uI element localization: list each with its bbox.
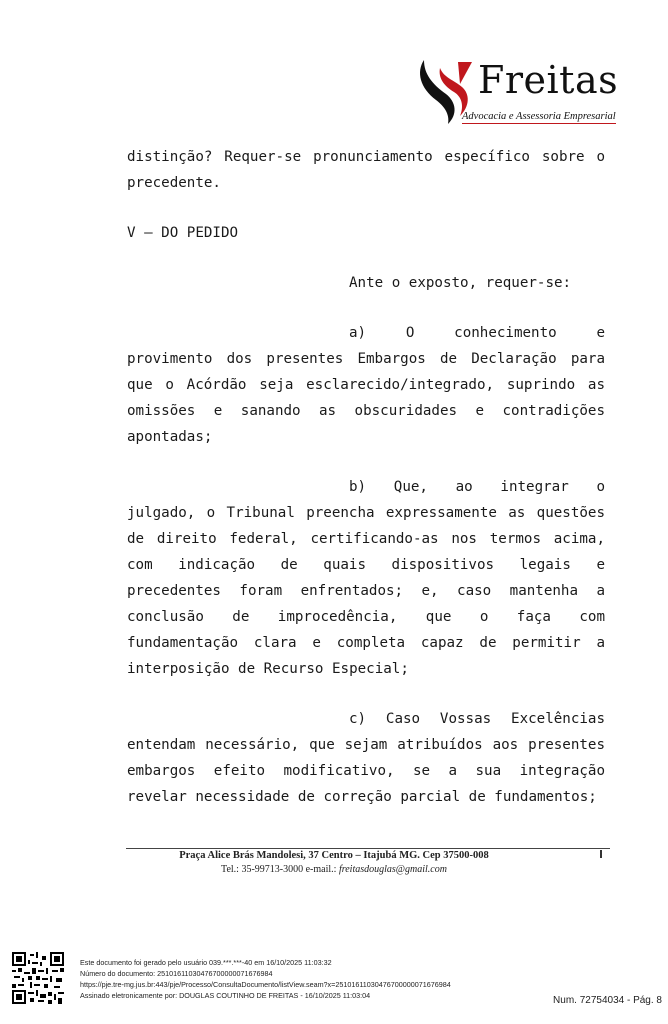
firm-logo [414, 54, 619, 130]
logo-name: Freitas [478, 58, 619, 102]
request-item-a: a) O conhecimento e provimento dos presentes Embargos de Declaração para que o Acórdão seja esclarecido/integrado, suprindo as omissões e sanando as obscuridades e contradições apontadas; [127, 325, 605, 445]
section-heading: V — DO PEDIDO [127, 225, 239, 241]
meta-generated-by: Este documento foi gerado pelo usuário 039.***.***-40 em 16/10/2025 11:03:32 [80, 958, 332, 967]
qr-code-icon [12, 952, 64, 1004]
logo-subtitle: Advocacia e Assessoria Empresarial [462, 111, 616, 122]
page-number: Num. 72754034 - Pág. 8 [553, 995, 662, 1006]
document-body [127, 144, 605, 810]
footer-address: Praça Alice Brás Mandolesi, 37 Centro – Itajubá MG. Cep 37500-008 [179, 850, 489, 861]
footer-divider [126, 848, 610, 849]
request-item-c: c) Caso Vossas Excelências entendam necessário, que sejam atribuídos aos presentes embargos efeito modificativo, se a sua integração revelar necessidade de correção parcial de fundamentos; [127, 711, 605, 805]
meta-url[interactable]: https://pje.tre-mg.jus.br:443/pje/Processo/ConsultaDocumento/listView.seam?x=25101611030476700000071676984 [80, 980, 451, 989]
meta-signature: Assinado eletronicamente por: DOUGLAS COUTINHO DE FREITAS - 16/10/2025 11:03:04 [80, 991, 371, 1000]
paragraph-continuation: distinção? Requer-se pronunciamento específico sobre o precedente. [127, 149, 605, 191]
footer-contact [0, 864, 668, 875]
request-intro: Ante o exposto, requer-se: [349, 275, 572, 291]
document-metadata [80, 957, 451, 1001]
request-item-b: b) Que, ao integrar o julgado, o Tribunal preencha expressamente as questões de direito federal, certificando-as nos termos acima, com indicação de quais dispositivos legais e precedentes foram enfrentados; e, caso mantenha a conclusão de improcedência, que o faça com fundamentação clara e completa capaz de permitir a interposição de Recurso Especial; [127, 479, 605, 677]
meta-document-number: Número do documento: 25101611030476700000071676984 [80, 969, 273, 978]
footer-phone: Tel.: 35-99713-3000 e-mail.: [221, 864, 337, 875]
footer-email: freitasdouglas@gmail.com [338, 864, 447, 875]
